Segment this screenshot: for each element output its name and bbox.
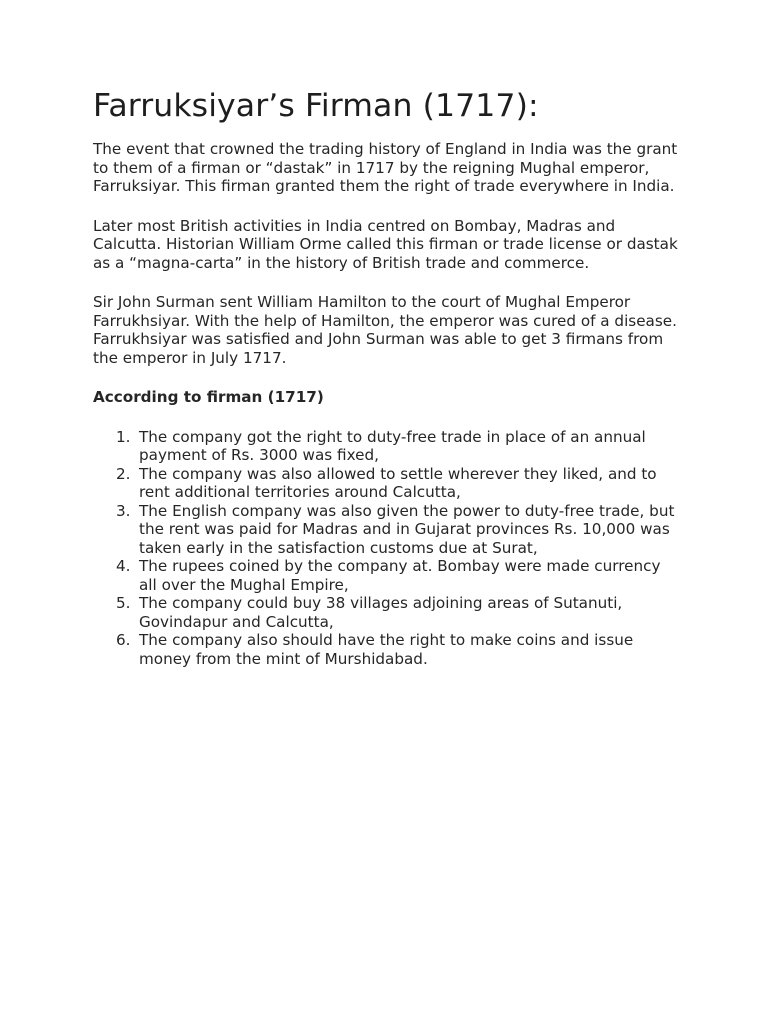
list-item-text: The English company was also given the power to duty-free trade, but the rent was paid for Madras and in Gujarat provinces Rs. 10,000 was taken early in the satisfaction customs due at Surat, — [139, 501, 675, 557]
list-item-number: 2. — [116, 464, 131, 483]
list-item-number: 4. — [116, 557, 131, 575]
list-item — [93, 465, 683, 502]
list-item — [93, 428, 683, 465]
document-page — [93, 86, 683, 668]
firman-terms-list — [93, 428, 683, 669]
list-item-text: The company was also allowed to settle wherever they liked, and to rent additional territories around Calcutta, — [139, 464, 657, 501]
list-item-number: 1. — [116, 427, 131, 446]
list-item-text: The company got the right to duty-free trade in place of an annual payment of Rs. 3000 was fixed, — [139, 427, 646, 464]
list-item-text: The rupees coined by the company at. Bombay were made currency all over the Mughal Empire, — [139, 557, 661, 594]
section-subheading: According to firman (1717) — [93, 388, 324, 406]
list-item-text: The company could buy 38 villages adjoining areas of Sutanuti, Govindapur and Calcutta, — [139, 594, 623, 631]
paragraph-intro: The event that crowned the trading history of England in India was the grant to them of a firman or “dastak” in 1717 by the reigning Mughal emperor, Farruksiyar. This firman granted them the right of trade everywhere in India. — [93, 140, 678, 195]
paragraph-surman: Sir John Surman sent William Hamilton to the court of Mughal Emperor Farrukhsiyar. With the help of Hamilton, the emperor was cured of a disease. Farrukhsiyar was satisfied and John Surman was able to get 3 firmans from the emperor in July 1717. — [93, 293, 677, 367]
list-item-number: 3. — [116, 501, 131, 520]
list-item — [93, 557, 683, 594]
list-item — [93, 631, 683, 668]
list-item-text: The company also should have the right to make coins and issue money from the mint of Murshidabad. — [139, 631, 634, 668]
list-item — [93, 502, 683, 558]
paragraph-magna-carta: Later most British activities in India centred on Bombay, Madras and Calcutta. Historian William Orme called this firman or trade license or dastak as a “magna-carta” in the history of British trade and commerce. — [93, 216, 678, 272]
list-item-number: 6. — [116, 631, 131, 649]
list-item — [93, 594, 683, 631]
document-title: Farruksiyar’s Firman (1717): — [93, 88, 539, 124]
list-item-number: 5. — [116, 594, 131, 612]
